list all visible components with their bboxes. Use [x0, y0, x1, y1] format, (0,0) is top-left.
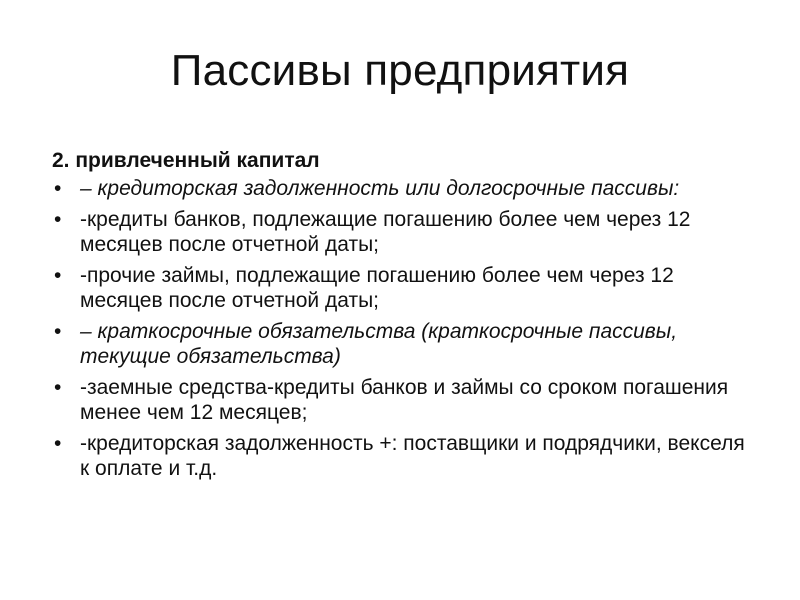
bullet-item — [52, 375, 752, 425]
slide-content — [52, 148, 752, 487]
bullet-text: – краткосрочные обязательства (краткосрочные пассивы, текущие обязательства) — [80, 320, 678, 368]
bullet-marker: • — [54, 320, 62, 343]
bullet-marker: • — [54, 177, 62, 200]
bullet-text: – кредиторская задолженность или долгосрочные пассивы: — [80, 177, 680, 200]
bullet-marker: • — [54, 376, 62, 399]
slide-title: Пассивы предприятия — [170, 46, 630, 95]
bullet-list — [52, 176, 752, 481]
bullet-text: -кредиторская задолженность +: поставщики и подрядчики, векселя к оплате и т.д. — [80, 432, 745, 480]
bullet-text: -прочие займы, подлежащие погашению более чем через 12 месяцев после отчетной даты; — [80, 264, 674, 312]
bullet-item — [52, 263, 752, 313]
bullet-marker: • — [54, 432, 62, 455]
bullet-marker: • — [54, 264, 62, 287]
bullet-item — [52, 431, 752, 481]
bullet-text: -кредиты банков, подлежащие погашению более чем через 12 месяцев после отчетной даты; — [80, 208, 691, 256]
section-subtitle: 2. привлеченный капитал — [52, 149, 320, 172]
bullet-marker: • — [54, 208, 62, 231]
bullet-item — [52, 207, 752, 257]
bullet-item — [52, 319, 752, 369]
bullet-text: -заемные средства-кредиты банков и займы со сроком погашения менее чем 12 месяцев; — [80, 376, 729, 424]
bullet-item — [52, 176, 752, 201]
